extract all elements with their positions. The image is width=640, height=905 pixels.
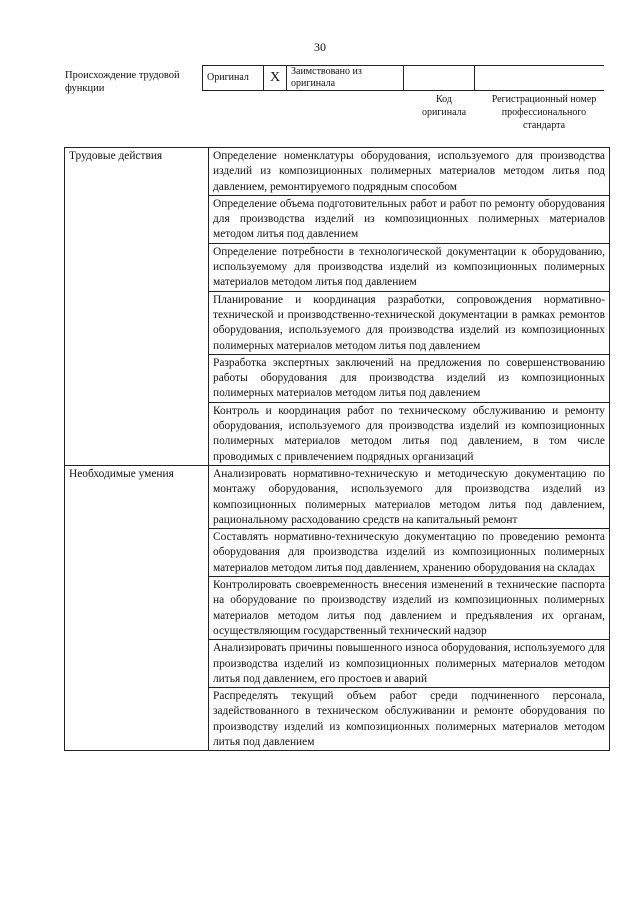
function-table (64, 147, 610, 751)
section-item: Разработка экспертных заключений на предложения по совершенствованию работы оборудования для производства изделий из композиционных полимерных материалов методом литья под давлением (209, 354, 610, 402)
code-cell (404, 66, 475, 91)
section-item: Определение номенклатуры оборудования, используемого для производства изделий из композиционных полимерных материалов методом литья под давлением, ремонтируемого подрядным способом (209, 148, 610, 196)
section-item: Планирование и координация разработки, сопровождения нормативно-технической и производственно-технической документации в рамках ремонтов оборудования, используемого для производства изделий из композиционных полимерных материалов методом литья под давлением (209, 291, 610, 354)
table-row (65, 465, 610, 528)
section-title: Трудовые действия (65, 148, 209, 466)
borrowed-cell: Заимствовано из оригинала (287, 66, 404, 91)
origin-table (202, 65, 604, 91)
section-item: Распределять текущий объем работ среди подчиненного персонала, задействованного в техническом обслуживании и ремонте оборудования по производству изделий из композиционных полимерных материалов методом литья под давлением (209, 688, 610, 751)
section-item: Анализировать причины повышенного износа оборудования, используемого для производства изделий из композиционных полимерных материалов методом литья под давлением, его простоев и аварий (209, 640, 610, 688)
reg-number-cell (475, 66, 605, 91)
section-item: Анализировать нормативно-техническую и методическую документацию по монтажу оборудования, используемого для производства изделий из композиционных полимерных материалов методом литья под давлением, рациональному расходованию средств на капитальный ремонт (209, 465, 610, 528)
section-item: Контроль и координация работ по техническому обслуживанию и ремонту оборудования, используемого для производства изделий из композиционных полимерных материалов методом литья под давлением, в том числе проводимых с привлечением подрядных организаций (209, 402, 610, 465)
origin-label: Происхождение трудовой функции (65, 70, 180, 94)
section-title: Необходимые умения (65, 465, 209, 750)
section-item: Определение потребности в технологической документации к оборудованию, используемому для производства изделий из композиционных полимерных материалов методом литья под давлением (209, 243, 610, 291)
section-item: Составлять нормативно-техническую документацию по проведению ремонта оборудования для производства изделий из композиционных полимерных материалов методом литья под давлением, хранению оборудования на складах (209, 529, 610, 577)
section-item: Определение объема подготовительных работ и работ по ремонту оборудования для производства изделий из композиционных полимерных материалов методом литья под давлением (209, 195, 610, 243)
section-item: Контролировать своевременность внесения изменений в технические паспорта на оборудование по производству изделий из композиционных полимерных материалов методом литья под давлением и предъявления их органам, осуществляющим государственный технический надзор (209, 577, 610, 640)
original-cell: Оригинал (203, 66, 264, 91)
page-number: 30 (314, 40, 326, 54)
original-mark: X (264, 66, 287, 91)
table-row (65, 148, 610, 196)
code-caption: Код оригинала (421, 94, 467, 118)
reg-number-caption: Регистрационный номер профессионального стандарта (491, 94, 597, 131)
